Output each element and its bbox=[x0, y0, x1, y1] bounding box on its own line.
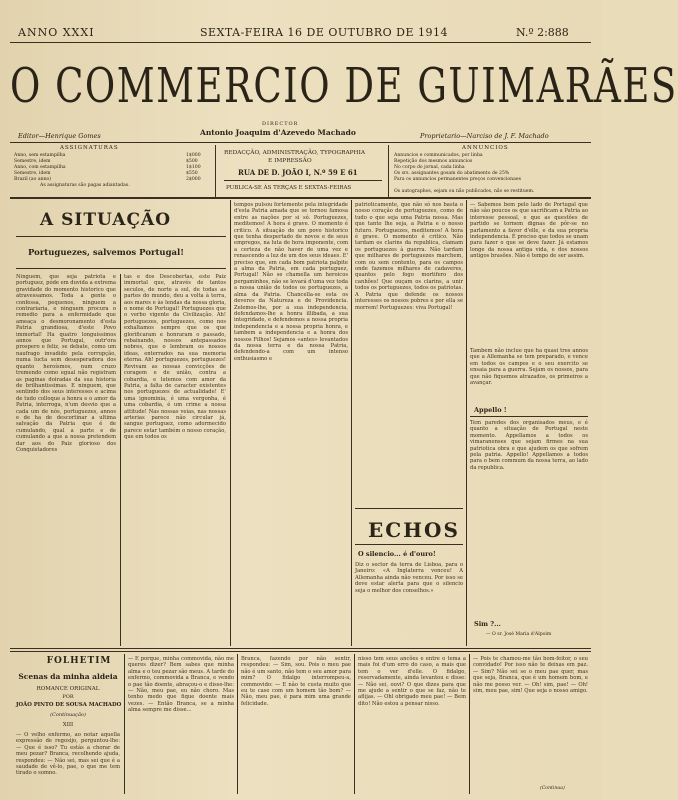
sub-row-label: Anno, sem estampilha bbox=[14, 153, 66, 158]
folhetim-chapter: XIII bbox=[62, 722, 74, 728]
lead-title: A SITUAÇÃO bbox=[40, 210, 172, 230]
echos-subtitle: O silencio... é d'ouro! bbox=[358, 550, 436, 558]
announce-row: No corpo do jornal, cada linha bbox=[394, 165, 465, 170]
office-rule bbox=[224, 180, 382, 181]
folhetim-column-4: nisso tem seus ancões e entre o tema a mais foi d'um erro do caso, a mais que tem o ver d'elle. O fidalgo, reservadamente, ainda levantou e disse: — Não sei, ouvi? O que dizes para que me ajude a sentir o que se faz, não te aflijas. — Ohl obrigado meu pae! — Bem dito! Não estou a pensar nisso. bbox=[358, 656, 466, 707]
column-divider bbox=[466, 200, 467, 646]
header-rule bbox=[10, 42, 591, 43]
lead-column-1: Ninguem, que seja patriota e portuguez, póde em duvida a extrema gravidade do momento historico que atravessamos. Toda a gente o confessa, pequenos, ninguem a contrariaria, e ninguem procura o remedio para a enfermidade que ameaça o desmoronamento d'esta Patria grandiosa, d'este Povo immortal! Ha quatro longuissimos annos que Portugal, outr'ora prospero e feliz, se debate, como um naufrago invadido pela corrupção, numa lucta sem desesperadora dos quanto heroísmos, num cruzo tremendo como egual não registram as paginas doiradas da sua historia de brilhantissimas. E ninguem, que sentindo dos seus interesses e acima de tudo colloque a honra e o amor da Patria, interroga, n'um desvio que a cada um de nós, portuguezes, annos e de ha de descortinar a ultima salvação da Patria que é de cumulando, qual a parte e de cumulando a que a nossa pretendem dar aos do Paiz glorioso dos Conquistadores bbox=[16, 274, 116, 453]
office-address: RUA DE D. JOÃO I, N.º 59 E 61 bbox=[238, 168, 358, 177]
sub-row-label: Anno, com estampilha bbox=[14, 165, 66, 170]
announce-row: Annuncios e communicados, por linha bbox=[394, 153, 483, 158]
masthead-title: O COMMERCIO DE GUIMARÃES bbox=[10, 58, 678, 114]
sub-row-label: Semestre, idem bbox=[14, 159, 51, 164]
sidebar-text-1: Tambem não inclue que ha quasi tres annos que a Allemanha se tem preparado, e vence em todos os campos e o seu exercito se ensaia para a guerra. Sejam os nossos, para que não fiquemos atrazados, os primeiros a avançar. bbox=[470, 348, 588, 387]
folhetim-column-3: Branca, fazendo por não sentir, respondeu: — Sim, sou. Pois o meu pae não é um santo, não tem o seu amor para mim? O fidalgo interrompeu-a, commovido: — E não te custa muito que eu te case com um homem tão bom? — Não, meu pae, é para mim uma grande felicidade. bbox=[241, 656, 351, 707]
folhetim-column-2: — E porque, minha commovida, não me queres dizer? Bem sabes que minha alma e o teu pezar são meus. A tarde do enfermo, commovida a Branca, e vendo o pae tão doente, abraçou-o e disse-lhe: — Não, meu pae, eu não choro. Mas tenho medo que fique doente mais vezes. — Então Branca, se a minha alma sempre me disse... bbox=[128, 656, 234, 714]
echos-text: Diz o sector da terra de Lisboa, para o Janeiro: «A Inglaterra venceu! A Allemanha ainda não venceu. Por isso se deve estar alerta para que o silencio seja o melhor dos conselhos.» bbox=[355, 562, 463, 594]
editor-label: Editor—Henrique Gomes bbox=[18, 132, 101, 140]
column-divider bbox=[124, 654, 125, 794]
folhetim-continuation: (Continuação) bbox=[50, 712, 86, 718]
office-schedule: PUBLICA-SE ÁS TERÇAS E SEXTAS-FEIRAS bbox=[226, 185, 352, 191]
echos-rule bbox=[355, 508, 463, 509]
folhetim-rule bbox=[10, 648, 591, 649]
announce-row: Repetição dos mesmos annuncios bbox=[394, 159, 473, 164]
column-divider bbox=[120, 274, 121, 646]
sub-row-price: 2$000 bbox=[186, 177, 201, 182]
sub-row-label: Semestre, idem bbox=[14, 171, 51, 176]
owner-label: Proprietario—Narciso de J. F. Machado bbox=[420, 132, 549, 140]
lead-rule bbox=[16, 268, 226, 269]
lead-column-5: — Sabemos bem pelo lado de Portugal que não são poucos os que sacrificam a Patria ao interesse pessoal, e que as questões de partido se tornem dignas de pôr-se no parlamento a favor d'elle, e da sua propria independencia. É preciso que todos se unam para fazer o que se deve fazer. Já estamos longe da nossa antiga vida, e dos nossos antigos brasões. Não é tempo de ser assim. bbox=[470, 202, 588, 260]
lead-column-2: tas e dos Descobertas, este Paiz immortal que, através de tantos seculos, de norte a sul, de todas as partes do mundo, deu a volta à terra, aos mares e às lendas da nossa gloria, o nome de Portugal! Portuguezes que o verbo vigente da Civilização. Ah! portuguezes, portuguezes, como nos exhaltamos sempre que os que glorificaram e honraram o passado, rebaixando, nossos antepassados nobres, que o lembram os nossos ideas, enterrados na sua memoria eterna. Ah! portuguezes, portuguezes! Revivam as nossas convicções de coragem e de união, contra a cobardia, e lutemos com amor da Patria, a falta de caracter existentes nos portuguezes de actualidade! E' uma ignominia, é uma vergonha, é uma cobardia, é um crime a nossa attitude! Nas nossas veias, nas nossas arterias parece não circular já, sangue portuguez, como adormecido parece estar também o nosso coração, que em todos os bbox=[124, 274, 226, 441]
folhetim-column-5: — Pois te chamou-me tão bom-feitor, o seu convidado! Por isso não te deixas em paz. — Sim? Não sei se o meu pae quer, mas que seja, Branca, que é um homem bom, e não me posso ver. — Oh! sim, pae! — Oh! sim, meu pae, sim! Que seja o nosso amigo. bbox=[473, 656, 588, 695]
echos-title: ECHOS bbox=[368, 518, 460, 542]
lead-rule bbox=[16, 236, 226, 237]
folhetim-subtitle: Scenas da minha aldeia bbox=[18, 672, 118, 681]
subscriptions-note: As assignaturas são pagas adiantadas. bbox=[40, 183, 130, 188]
folhetim-rule bbox=[10, 651, 591, 652]
sub-row-price: 1$000 bbox=[186, 153, 201, 158]
issue-date: SEXTA-FEIRA 16 DE OUTUBRO DE 1914 bbox=[200, 26, 448, 39]
sidebar-heading-2: Sim ?... bbox=[474, 620, 501, 628]
announce-row: Os srs. assignantes gosam do abatimento de 25% bbox=[394, 171, 510, 176]
office-line2: E IMPRESSÃO bbox=[268, 158, 312, 164]
sub-row-price: $500 bbox=[186, 159, 198, 164]
column-divider bbox=[469, 654, 470, 794]
info-rule-top bbox=[10, 142, 591, 143]
echos-rule bbox=[355, 544, 463, 545]
sub-row-label: Brazil (ao anno) bbox=[14, 177, 52, 182]
info-divider bbox=[215, 145, 216, 197]
director-label: DIRECTOR bbox=[262, 121, 299, 127]
sidebar-rule bbox=[470, 416, 588, 417]
folhetim-author: JOÃO PINTO DE SOUSA MACHADO bbox=[16, 702, 122, 708]
lead-subtitle: Portuguezes, salvemos Portugal! bbox=[28, 248, 184, 258]
lead-column-4: patrioticamente, que não só nos basta o nosso coração de portuguezes, como de tudo o que seja uma Patria nossa. Mas que tanto lhe seja, a Patria e o nosso futuro. Portuguezes, meditemos! A hora é grave. O momento é critico. Não tardam os clarins da republica, clamam os portuguezes à guerra. Não tardam que milhares de portuguezes marchem, com ou sem contento, para os campos onde fazemos milhares de cadaveres, quantos pelo fogo mortifero dos canhões! Que ouçam os clarins, a unir todos os portuguezes, todos os patriotas. A Patria que defende os nossos interesses os nossos pobres e por ella se morrem! Portuguezes: viva Portugal! bbox=[355, 202, 463, 311]
year-label: ANNO XXXI bbox=[18, 26, 95, 39]
director-name: Antonio Joaquim d'Azevedo Machado bbox=[200, 128, 356, 137]
sidebar-text-3: — O sr. José Maria d'Alpoim bbox=[486, 632, 552, 637]
folhetim-column-1: — O velho enfermo, ao notar aquella expressão de regosijo, perguntou-lhe: — Que é isso? Tu estás a chorar de meu pezar? Branca, recolhendo ajuda, respondeu: — Não sei, mas sei que é a saudade de vê-lo, pae, o que me tem tirado o somno. bbox=[16, 732, 120, 777]
announcements-note: Os autographos, sejam ou não publicados, não se restituem. bbox=[394, 189, 535, 194]
folhetim-kind: ROMANCE ORIGINAL bbox=[36, 686, 100, 692]
column-divider bbox=[237, 654, 238, 794]
folhetim-title: FOLHETIM bbox=[46, 656, 112, 666]
sub-row-price: 1$100 bbox=[186, 165, 201, 170]
column-divider bbox=[354, 654, 355, 794]
folhetim-by: POR bbox=[62, 694, 74, 700]
column-divider bbox=[351, 200, 352, 646]
office-line1: REDACÇÃO, ADMINISTRAÇÃO, TYPOGRAPHIA bbox=[224, 150, 366, 156]
subscriptions-title: ASSIGNATURAS bbox=[60, 145, 119, 151]
sidebar-text-2: Tem paredes dos organisados meus, e é quanto a situação de Portugal neste momento. Appellamos a todos os vimaranenses que sejam firmes na sua patriotica obra e que ajudem os que sofrem pela patria. Appello! Appellamos a todos para o bem commum da nossa terra, ao lado da republica. bbox=[470, 420, 588, 471]
column-divider bbox=[230, 200, 231, 646]
info-divider bbox=[388, 145, 389, 197]
announcements-title: ANNUNCIOS bbox=[462, 145, 509, 151]
sub-row-price: $550 bbox=[186, 171, 198, 176]
folhetim-continues: (Continua) bbox=[540, 786, 565, 791]
info-rule-bottom bbox=[10, 197, 591, 199]
sidebar-heading: Appello ! bbox=[474, 406, 507, 414]
lead-column-3: tempos pulsou fortemente pela integridade d'esta Patria amada que se tornou famosa entre as nações por si só. Portuguezes, meditemos! A hora é grave. O momento é critico. A situação de um povo historico que tenha despertado de novos e de seus empregos, na luta de hora imponente, com a certeza de não haver de uma vez e renascendo a luz de um dos seus ideaes. E' preciso que, em cada bom patriota palpite a alma da Patria, em cada portuguez, Portugal! Não se chamella um heroicos pergaminhos, não se levará d'uma vez toda a nossa união de todos os portuguezes, a alma da Patria. Chancella-se esta os deveres da Natureza e de Providencia. Zelemos-lhe, por a sua independencia, defendamos-lhe a honra illibada, a sua integridade, e defendemos a nossa propria independencia e a nossa propria honra, e tambem a independencia e a honra dos nossos Filhos! Sejamos «antes» levantados da nossa terra e da nossa Patria, defendendo-a com um intenso enthusiasmo e bbox=[234, 202, 348, 362]
announce-row: Para os annuncios permanentes preços convencionaes bbox=[394, 177, 521, 182]
issue-number: N.º 2:888 bbox=[516, 26, 569, 39]
